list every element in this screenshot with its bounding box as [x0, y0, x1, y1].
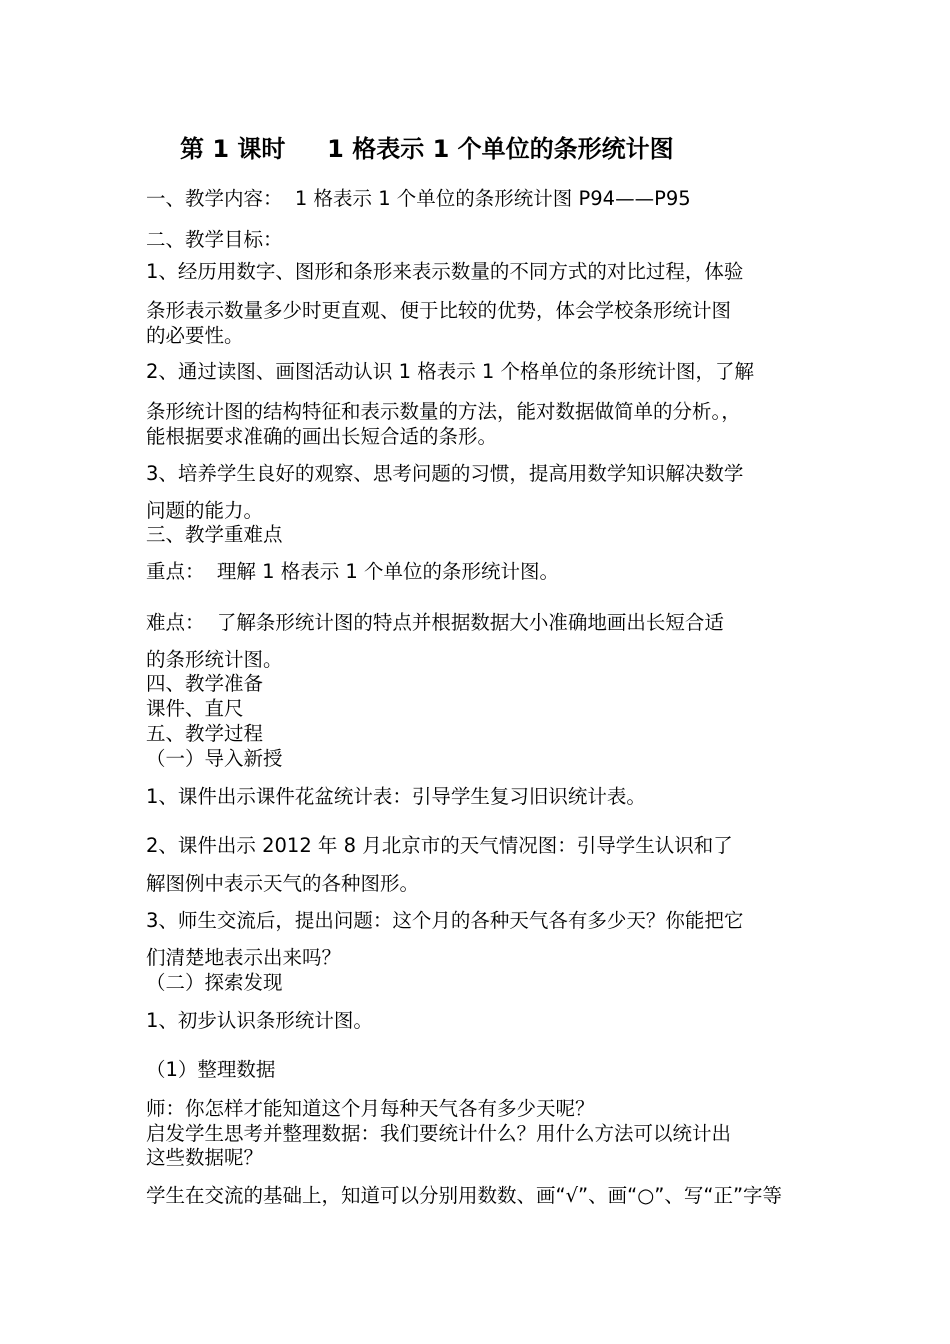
section-heading: 四、教学准备 — [146, 672, 264, 695]
section-heading: 五、教学过程 — [146, 722, 264, 745]
text-line: 1、经历用数字、图形和条形来表示数量的不同方式的对比过程，体验 — [146, 260, 744, 283]
text-line: 2、课件出示 2012 年 8 月北京市的天气情况图：引导学生认识和了 — [146, 834, 733, 857]
text-line: 3、培养学生良好的观察、思考问题的习惯，提高用数学知识解决数学 — [146, 462, 744, 485]
section-heading: 三、教学重难点 — [146, 523, 283, 546]
text-line: 二、教学目标： — [146, 228, 283, 251]
text-line: 难点： 了解条形统计图的特点并根据数据大小准确地画出长短合适 — [146, 611, 724, 634]
text-line: 2、通过读图、画图活动认识 1 格表示 1 个格单位的条形统计图，了解 — [146, 360, 755, 383]
text-line: 能根据要求准确的画出长短合适的条形。 — [146, 425, 498, 448]
text-line: 们清楚地表示出来吗？ — [146, 946, 342, 969]
text-line: 重点： 理解 1 格表示 1 个单位的条形统计图。 — [146, 560, 560, 583]
text-line: 的必要性。 — [146, 324, 244, 347]
text-line: 3、师生交流后，提出问题：这个月的各种天气各有多少天？你能把它 — [146, 909, 744, 932]
text-line: 问题的能力。 — [146, 499, 264, 522]
text-line: 条形统计图的结构特征和表示数量的方法，能对数据做简单的分析。， — [146, 400, 741, 423]
text-line: 课件、直尺 — [146, 697, 244, 720]
subsection-heading: （1）整理数据 — [146, 1058, 276, 1081]
subsection-heading: （二）探索发现 — [146, 971, 283, 994]
text-line: 条形表示数量多少时更直观、便于比较的优势，体会学校条形统计图 — [146, 299, 732, 322]
text-line: 学生在交流的基础上，知道可以分别用数数、画“√”、画“○”、写“正”字等 — [146, 1184, 783, 1207]
text-line: 解图例中表示天气的各种图形。 — [146, 872, 420, 895]
text-line: 1、初步认识条形统计图。 — [146, 1009, 373, 1032]
text-line: 这些数据呢？ — [146, 1146, 264, 1169]
text-line: 师：你怎样才能知道这个月每种天气各有多少天呢？ — [146, 1097, 595, 1120]
subsection-heading: （一）导入新授 — [146, 747, 283, 770]
text-line: 的条形统计图。 — [146, 648, 283, 671]
text-line: 1、课件出示课件花盆统计表：引导学生复习旧识统计表。 — [146, 785, 646, 808]
text-line: 启发学生思考并整理数据：我们要统计什么？用什么方法可以统计出 — [146, 1122, 732, 1145]
document-title: 第 1 课时 1 格表示 1 个单位的条形统计图 — [180, 135, 674, 163]
text-line: 一、教学内容： 1 格表示 1 个单位的条形统计图 P94——P95 — [146, 187, 691, 210]
